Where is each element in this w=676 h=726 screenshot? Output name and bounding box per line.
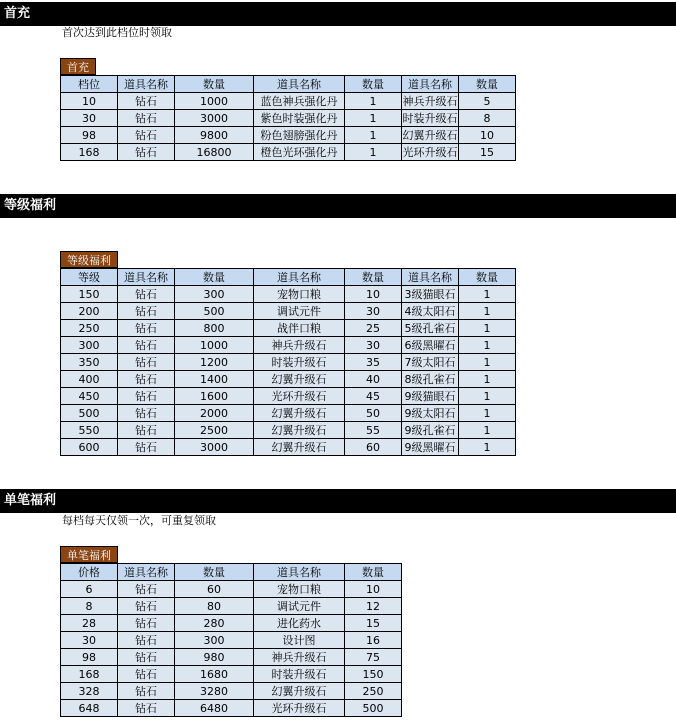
- table-cell: 钻石: [118, 354, 175, 371]
- table-cell: 1400: [175, 371, 254, 388]
- table-row: [61, 632, 402, 649]
- table-cell: 1600: [175, 388, 254, 405]
- table-cell: 1: [459, 405, 516, 422]
- column-header: 数量: [345, 269, 402, 286]
- table-cell: 300: [175, 286, 254, 303]
- table-cell: 9级太阳石: [402, 405, 459, 422]
- table-row: [61, 700, 402, 717]
- table-cell: 幻翼升级石: [254, 371, 345, 388]
- table-row: [61, 666, 402, 683]
- table-cell: 幻翼升级石: [402, 128, 458, 142]
- table-cell: 钻石: [118, 371, 175, 388]
- table-cell: 8: [459, 110, 516, 127]
- table-cell: 钻石: [118, 598, 175, 615]
- table-cell: 9级孔雀石: [402, 422, 459, 439]
- table-cell: 幻翼升级石: [254, 405, 345, 422]
- table-row: [61, 615, 402, 632]
- table-header-row: [61, 76, 516, 93]
- table-cell: 3280: [175, 683, 254, 700]
- table-cell: 2500: [175, 422, 254, 439]
- table-cell: 时装升级石: [254, 666, 345, 683]
- table-cell: 30: [61, 110, 118, 127]
- single-benefits-tag: 单笔福利: [60, 546, 118, 563]
- table-cell: 300: [61, 337, 118, 354]
- table-row: [61, 144, 516, 161]
- first-charge-note: 首次达到此档位时领取: [62, 26, 172, 39]
- table-cell: 25: [345, 320, 402, 337]
- table-cell: 钻石: [118, 666, 175, 683]
- table-cell: 1680: [175, 666, 254, 683]
- table-row: [61, 439, 516, 456]
- table-cell: 战伴口粮: [254, 320, 345, 337]
- table-row: [61, 110, 516, 127]
- table-row: [61, 303, 516, 320]
- table-cell: 8级孔雀石: [402, 371, 459, 388]
- column-header: 数量: [175, 269, 254, 286]
- section-title-single-benefits: 单笔福利: [0, 489, 676, 513]
- table-cell: 钻石: [118, 388, 175, 405]
- table-cell: 1: [459, 388, 516, 405]
- table-cell: 30: [345, 303, 402, 320]
- table-cell: 280: [175, 615, 254, 632]
- table-cell: 神兵升级石: [254, 649, 345, 666]
- table-cell: 8: [61, 598, 118, 615]
- table-cell: 10: [345, 581, 402, 598]
- table-cell: 350: [61, 354, 118, 371]
- table-cell: 5: [459, 93, 516, 110]
- table-cell: 幻翼升级石: [254, 422, 345, 439]
- table-cell: 80: [175, 598, 254, 615]
- table-cell: 钻石: [118, 439, 175, 456]
- table-cell: 神兵升级石: [402, 94, 458, 108]
- table-cell: 10: [459, 127, 516, 144]
- table-cell: 幻翼升级石: [254, 439, 345, 456]
- table-row: [61, 581, 402, 598]
- table-cell: 1: [345, 127, 402, 144]
- table-cell: 10: [345, 286, 402, 303]
- column-header: 档位: [61, 76, 118, 93]
- table-cell: 1000: [175, 93, 254, 110]
- level-benefits-table: [60, 268, 516, 456]
- table-cell: 1200: [175, 354, 254, 371]
- table-header-row: [61, 564, 402, 581]
- single-benefits-note: 每档每天仅领一次，可重复领取: [62, 514, 216, 527]
- table-row: [61, 127, 516, 144]
- table-cell: 6: [61, 581, 118, 598]
- table-cell: 钻石: [118, 615, 175, 632]
- table-row: [61, 337, 516, 354]
- table-cell: 3000: [175, 439, 254, 456]
- table-cell: 1: [459, 371, 516, 388]
- table-cell: 橙色光环强化丹: [254, 144, 345, 161]
- table-cell: 250: [61, 320, 118, 337]
- column-header: 道具名称: [118, 269, 175, 286]
- table-cell: 时装升级石: [254, 354, 345, 371]
- table-cell: 1: [459, 286, 516, 303]
- table-cell: 648: [61, 700, 118, 717]
- table-cell: 9800: [175, 127, 254, 144]
- table-cell: 1: [459, 422, 516, 439]
- table-cell: 40: [345, 371, 402, 388]
- level-benefits-tag: 等级福利: [60, 251, 118, 268]
- table-row: [61, 405, 516, 422]
- section-title-level-benefits: 等级福利: [0, 194, 676, 218]
- table-cell: 500: [61, 405, 118, 422]
- table-cell: 钻石: [118, 405, 175, 422]
- table-cell: 4级太阳石: [402, 303, 459, 320]
- table-cell: 35: [345, 354, 402, 371]
- table-cell: 紫色时装强化丹: [254, 110, 345, 127]
- table-cell: 1: [459, 337, 516, 354]
- table-cell: 9级黑曜石: [402, 439, 459, 456]
- table-cell: 2000: [175, 405, 254, 422]
- table-cell: 98: [61, 127, 118, 144]
- table-cell: 98: [61, 649, 118, 666]
- table-cell: 粉色翅膀强化丹: [254, 127, 345, 144]
- table-cell: 光环升级石: [402, 145, 458, 159]
- table-row: [61, 683, 402, 700]
- table-cell: 30: [61, 632, 118, 649]
- table-cell: 钻石: [118, 649, 175, 666]
- section-title-first-charge: 首充: [0, 2, 676, 26]
- table-cell: 1: [459, 320, 516, 337]
- table-cell: 宠物口粮: [254, 581, 345, 598]
- table-cell: 55: [345, 422, 402, 439]
- table-cell: 50: [345, 405, 402, 422]
- table-cell: 28: [61, 615, 118, 632]
- column-header: 数量: [459, 269, 516, 286]
- table-cell: 45: [345, 388, 402, 405]
- table-cell: 168: [61, 144, 118, 161]
- table-cell: 钻石: [118, 422, 175, 439]
- table-cell: 1: [345, 93, 402, 110]
- table-cell: 进化药水: [254, 615, 345, 632]
- table-cell: 宠物口粮: [254, 286, 345, 303]
- first-charge-tag: 首充: [60, 58, 96, 75]
- table-cell: 6480: [175, 700, 254, 717]
- table-row: [61, 371, 516, 388]
- table-cell: 450: [61, 388, 118, 405]
- table-cell: 幻翼升级石: [254, 683, 345, 700]
- table-cell: 400: [61, 371, 118, 388]
- table-cell: 16800: [175, 144, 254, 161]
- table-cell: 钻石: [118, 683, 175, 700]
- table-cell: 神兵升级石: [254, 337, 345, 354]
- table-cell: 钻石: [118, 286, 175, 303]
- column-header: 数量: [459, 76, 516, 93]
- column-header: 道具名称: [254, 269, 345, 286]
- table-cell: 钻石: [118, 700, 175, 717]
- table-cell: 1: [345, 144, 402, 161]
- table-cell: 10: [61, 93, 118, 110]
- table-cell: 600: [61, 439, 118, 456]
- column-header: 道具名称: [402, 76, 459, 93]
- table-cell: 1: [459, 303, 516, 320]
- table-cell: 9级猫眼石: [402, 388, 459, 405]
- table-row: [61, 598, 402, 615]
- table-cell: 光环升级石: [254, 700, 345, 717]
- table-cell: 550: [61, 422, 118, 439]
- table-row: [61, 422, 516, 439]
- table-cell: 3级猫眼石: [402, 286, 459, 303]
- table-cell: 1: [459, 354, 516, 371]
- column-header: 道具名称: [254, 564, 345, 581]
- table-cell: 设计图: [254, 632, 345, 649]
- table-cell: 75: [345, 649, 402, 666]
- table-row: [61, 649, 402, 666]
- table-cell: 3000: [175, 110, 254, 127]
- table-cell: 30: [345, 337, 402, 354]
- table-cell: 150: [345, 666, 402, 683]
- table-cell: 150: [61, 286, 118, 303]
- table-cell: 7级太阳石: [402, 354, 459, 371]
- table-cell: 钻石: [118, 320, 175, 337]
- table-cell: 光环升级石: [254, 388, 345, 405]
- column-header: 数量: [175, 564, 254, 581]
- table-cell: 500: [175, 303, 254, 320]
- table-cell: 328: [61, 683, 118, 700]
- table-cell: 12: [345, 598, 402, 615]
- table-cell: 1: [459, 439, 516, 456]
- table-cell: 60: [345, 439, 402, 456]
- column-header: 道具名称: [118, 76, 175, 93]
- table-row: [61, 354, 516, 371]
- table-row: [61, 286, 516, 303]
- first-charge-table: [60, 75, 516, 161]
- table-cell: 1000: [175, 337, 254, 354]
- table-row: [61, 320, 516, 337]
- table-cell: 时装升级石: [402, 111, 458, 125]
- column-header: 数量: [345, 76, 402, 93]
- column-header: 道具名称: [254, 76, 345, 93]
- table-cell: 钻石: [118, 127, 175, 144]
- column-header: 等级: [61, 269, 118, 286]
- table-cell: 钻石: [118, 581, 175, 598]
- table-cell: 蓝色神兵强化丹: [254, 93, 345, 110]
- table-cell: 1: [345, 110, 402, 127]
- table-cell: 钻石: [118, 632, 175, 649]
- table-cell: 钻石: [118, 337, 175, 354]
- table-cell: 200: [61, 303, 118, 320]
- table-cell: 16: [345, 632, 402, 649]
- table-cell: 调试元件: [254, 303, 345, 320]
- table-cell: 300: [175, 632, 254, 649]
- table-cell: 调试元件: [254, 598, 345, 615]
- table-cell: 15: [345, 615, 402, 632]
- table-cell: 500: [345, 700, 402, 717]
- table-cell: 60: [175, 581, 254, 598]
- column-header: 数量: [345, 564, 402, 581]
- table-cell: 168: [61, 666, 118, 683]
- table-cell: 钻石: [118, 144, 175, 161]
- table-cell: 15: [459, 144, 516, 161]
- single-benefits-table: [60, 563, 402, 717]
- table-cell: 钻石: [118, 93, 175, 110]
- table-cell: 980: [175, 649, 254, 666]
- table-header-row: [61, 269, 516, 286]
- table-row: [61, 93, 516, 110]
- table-cell: 250: [345, 683, 402, 700]
- table-cell: 钻石: [118, 303, 175, 320]
- column-header: 价格: [61, 564, 118, 581]
- table-row: [61, 388, 516, 405]
- table-cell: 5级孔雀石: [402, 320, 459, 337]
- column-header: 道具名称: [402, 269, 459, 286]
- table-cell: 钻石: [118, 110, 175, 127]
- table-cell: 800: [175, 320, 254, 337]
- column-header: 道具名称: [118, 564, 175, 581]
- column-header: 数量: [175, 76, 254, 93]
- table-cell: 6级黑曜石: [402, 337, 459, 354]
